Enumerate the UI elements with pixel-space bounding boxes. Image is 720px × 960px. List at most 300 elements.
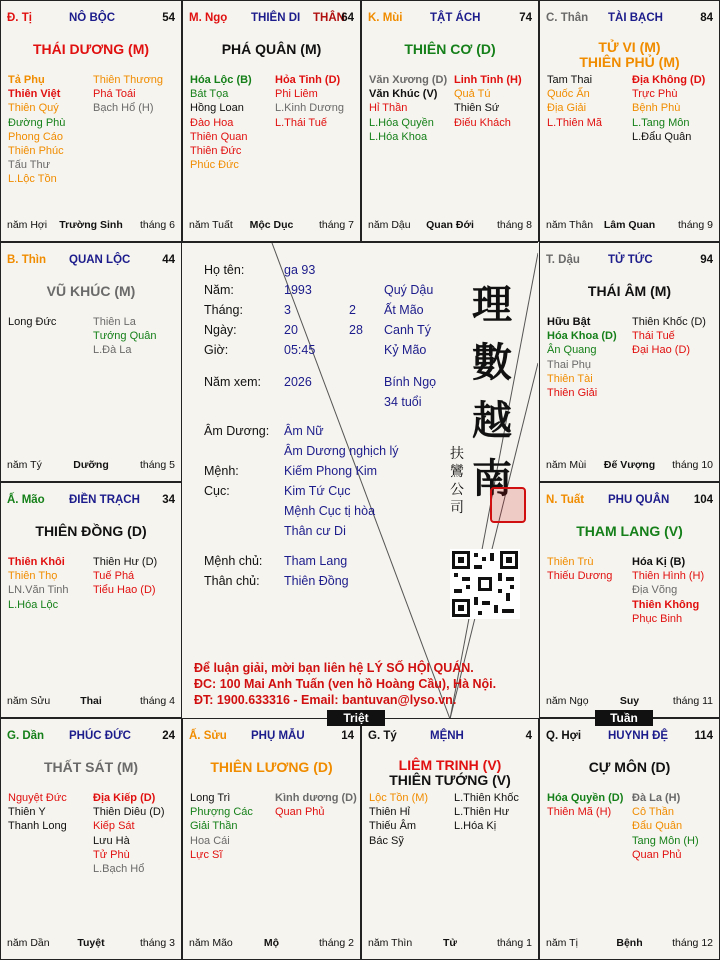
palace-header — [7, 730, 175, 744]
menh-chu-value: Tham Lang — [284, 554, 348, 568]
am-duong-label: Âm Dương: — [204, 424, 270, 438]
minor-star: Hóa Kị (B) — [632, 556, 686, 568]
main-star: THIÊN CƠ (D) — [404, 41, 496, 57]
minor-star: Quan Phủ — [275, 806, 325, 819]
year-label: năm Sửu — [7, 695, 51, 707]
palace-position: N. Tuất — [546, 494, 585, 506]
month-label: tháng 2 — [318, 937, 354, 949]
palace-footer — [7, 219, 175, 232]
age-value: 34 tuổi — [384, 395, 422, 409]
small-char-3: 公 — [450, 482, 464, 498]
menh-chu-label: Mệnh chủ: — [204, 554, 263, 568]
info-value: 1993 — [284, 283, 312, 297]
minor-star: Trực Phù — [632, 88, 678, 101]
minor-star: Thanh Long — [8, 820, 67, 833]
minor-star: Thiên Giải — [547, 387, 598, 400]
minor-star: Thiên Việt — [8, 88, 61, 101]
life-stage: Mộc Dục — [249, 219, 294, 231]
minor-star: Điếu Khách — [454, 116, 511, 129]
minor-star: L.Đẩu Quân — [632, 130, 692, 143]
year-view-value: 2026 — [284, 375, 312, 389]
life-stage: Tử — [442, 937, 458, 949]
info-lunar: 2 — [349, 303, 356, 317]
palace-name: PHU QUÂN — [608, 494, 670, 506]
minor-star: L.Thiên Mã — [547, 116, 603, 129]
palace-header — [546, 730, 713, 744]
year-view-canchi: Bính Ngọ — [384, 375, 437, 389]
life-stage: Dưỡng — [73, 459, 109, 471]
star-column-left — [8, 73, 65, 187]
star-column-right — [632, 791, 699, 862]
star-column-right — [275, 791, 357, 819]
month-label: tháng 12 — [672, 937, 713, 949]
minor-star: Thiên Phúc — [8, 145, 64, 158]
minor-star: L.Thiên Hư — [454, 806, 510, 819]
star-column-left — [369, 73, 447, 144]
minor-star: Hữu Bật — [547, 316, 591, 328]
cuc-label: Cục: — [204, 484, 230, 498]
palace-number: 44 — [162, 254, 175, 266]
minor-star: Quốc Ấn — [547, 88, 590, 101]
am-duong-detail: Âm Dương nghịch lý — [284, 444, 399, 458]
minor-star: Địa Giải — [547, 102, 587, 115]
star-column-left — [547, 73, 602, 130]
minor-star: Quan Phủ — [632, 848, 682, 861]
star-column-right — [632, 555, 704, 626]
palace-position: Đ. Tị — [7, 12, 32, 24]
year-label: năm Thân — [546, 219, 594, 231]
minor-star: Hóa Lộc (B) — [190, 74, 252, 86]
minor-star: Thiếu Dương — [547, 570, 613, 583]
minor-star: Lưu Hà — [93, 834, 130, 847]
star-column-right — [93, 73, 163, 116]
info-row — [204, 303, 424, 317]
minor-star: Thái Tuế — [632, 330, 675, 343]
palace-number: 14 — [341, 730, 354, 742]
minor-star: L.Thiên Khốc — [454, 792, 519, 804]
minor-star: L.Kinh Dương — [275, 102, 345, 115]
star-column-left — [190, 791, 253, 862]
palace-name: PHỤ MẪU — [251, 730, 305, 742]
palace-footer — [7, 937, 175, 950]
small-char-2: 鸞 — [450, 464, 464, 480]
life-stage: Mộ — [263, 937, 280, 949]
minor-star: Phúc Đức — [190, 159, 239, 172]
info-canchi: Quý Dậu — [384, 283, 434, 297]
palace-number: 74 — [519, 12, 532, 24]
star-column-right — [632, 315, 706, 358]
palace-footer — [546, 219, 713, 232]
year-label: năm Hợi — [7, 219, 48, 231]
palace-name: TẬT ÁCH — [430, 12, 481, 24]
life-stage: Suy — [619, 695, 640, 707]
main-star: THÁI ÂM (M) — [587, 283, 672, 299]
star-column-left — [190, 73, 252, 172]
main-star: LIÊM TRINH (V) — [398, 757, 502, 773]
minor-star: Nguyệt Đức — [8, 792, 67, 804]
minor-star: Giải Thần — [190, 820, 238, 833]
minor-star: Bát Tọa — [190, 88, 229, 101]
minor-star: Thiên Trù — [547, 556, 594, 568]
am-duong-value: Âm Nữ — [284, 424, 324, 438]
minor-star: Tiểu Hao (D) — [93, 584, 156, 597]
minor-star: Thiên La — [93, 316, 136, 328]
minor-star: Thiên Thọ — [8, 570, 58, 583]
star-column-left — [8, 315, 56, 329]
minor-star: Tả Phụ — [8, 74, 45, 86]
month-label: tháng 8 — [496, 219, 532, 231]
menh-row — [204, 464, 378, 478]
palace-name: QUAN LỘC — [69, 254, 131, 266]
minor-star: Tử Phù — [93, 848, 130, 861]
minor-star: Kiếp Sát — [93, 820, 135, 833]
palace-mui — [361, 0, 539, 242]
minor-star: Tang Môn (H) — [632, 834, 699, 847]
month-label: tháng 7 — [318, 219, 354, 231]
minor-star: L.Tang Môn — [632, 116, 690, 129]
star-column-right — [93, 791, 165, 876]
star-column-right — [632, 73, 705, 144]
qr-code — [450, 549, 520, 619]
palace-header — [7, 12, 175, 26]
center-info-panel — [182, 242, 538, 720]
year-label: năm Ngọ — [546, 695, 589, 707]
minor-star: Thiên Hỉ — [369, 806, 410, 819]
minor-star: Hồng Loan — [190, 102, 244, 115]
palace-name: NÔ BỘC — [69, 12, 115, 24]
minor-star: L.Đà La — [93, 344, 132, 357]
palace-header — [546, 254, 713, 268]
small-char-4: 司 — [450, 500, 464, 516]
minor-star: Long Đức — [8, 316, 57, 328]
palace-header — [189, 730, 354, 744]
palace-footer — [7, 695, 175, 708]
minor-star: Tuế Phá — [93, 570, 135, 583]
contact-line-3: ĐT: 1900.633316 - Email: bantuvan@lyso.vn. — [194, 693, 457, 707]
star-column-right — [454, 73, 522, 130]
minor-star: Thiên Diêu (D) — [93, 806, 165, 819]
main-star: THIÊN TƯỚNG (V) — [389, 772, 511, 788]
am-duong-row — [204, 424, 399, 458]
minor-star: Phi Liêm — [275, 88, 318, 101]
minor-star: Linh Tinh (H) — [454, 74, 522, 86]
minor-star: Hóa Quyền (D) — [547, 792, 624, 804]
palace-header — [546, 494, 713, 508]
minor-star: Đào Hoa — [190, 116, 234, 129]
menh-chu-row — [204, 554, 348, 568]
palace-number: 24 — [162, 730, 175, 742]
star-column-left — [547, 315, 617, 400]
life-stage: Bệnh — [616, 937, 643, 949]
minor-star: Thiên Sứ — [454, 102, 500, 115]
minor-star: Tam Thai — [547, 74, 593, 86]
seal-char-1: 理 — [472, 281, 512, 328]
star-column-left — [547, 555, 612, 583]
minor-star: Cô Thần — [632, 806, 674, 819]
palace-position: M. Ngọ — [189, 12, 228, 24]
minor-star: Hỏa Tinh (D) — [275, 74, 341, 86]
than-marker: THÂN — [313, 12, 345, 24]
info-value: ga 93 — [284, 263, 316, 277]
menh-value: Kiếm Phong Kim — [284, 464, 378, 478]
year-label: năm Thìn — [368, 937, 413, 949]
palace-header — [546, 12, 713, 26]
palace-hoi — [539, 718, 720, 960]
minor-star: Thiên Hư (D) — [93, 556, 158, 568]
minor-star: Thiên Quý — [8, 102, 59, 115]
star-column-right — [93, 555, 157, 598]
cuc-relation: Mệnh Cục tị hòa — [284, 504, 376, 518]
life-stage: Thai — [80, 695, 102, 707]
minor-star: Đại Hao (D) — [632, 344, 691, 357]
triet-tag: Triệt — [327, 710, 385, 726]
main-star: THIÊN LƯƠNG (D) — [210, 759, 333, 775]
life-stage: Lâm Quan — [603, 219, 656, 231]
palace-than — [539, 0, 720, 242]
minor-star: Thiên Y — [8, 806, 46, 819]
info-label: Ngày: — [204, 323, 237, 337]
palace-position: Ấ. Sửu — [189, 730, 227, 742]
star-column-left — [547, 791, 623, 819]
palace-tuat — [539, 482, 720, 718]
minor-star: Long Trì — [190, 792, 231, 804]
info-canchi: Canh Tý — [384, 323, 432, 337]
palace-position: Ấ. Mão — [7, 494, 45, 506]
minor-star: Tấu Thư — [8, 159, 51, 172]
minor-star: Thiên Không — [632, 598, 700, 611]
star-column-right — [93, 315, 157, 358]
year-label: năm Tuất — [189, 219, 233, 231]
info-canchi: Kỷ Mão — [384, 343, 427, 357]
palace-name: TỬ TỨC — [608, 254, 653, 266]
minor-star: Ân Quang — [547, 344, 597, 357]
palace-ngo — [182, 0, 361, 242]
palace-suu — [182, 718, 361, 960]
main-star: VŨ KHÚC (M) — [46, 283, 136, 299]
main-star: TỬ VI (M) — [598, 39, 661, 55]
palace-footer — [189, 937, 354, 950]
year-label: năm Dậu — [368, 219, 411, 231]
info-label: Giờ: — [204, 343, 229, 357]
minor-star: L.Hóa Kị — [454, 820, 497, 833]
minor-star: Thiên Khôi — [8, 556, 65, 568]
palace-footer — [7, 459, 175, 472]
minor-star: Quả Tú — [454, 88, 491, 101]
star-column-left — [8, 555, 69, 612]
minor-star: Thiên Thương — [93, 74, 164, 86]
palace-number: 34 — [162, 494, 175, 506]
minor-star: Hóa Khoa (D) — [547, 330, 617, 343]
minor-star: L.Hóa Quyền — [369, 116, 434, 129]
minor-star: L.Hóa Khoa — [369, 130, 428, 143]
info-lunar: 28 — [349, 323, 363, 337]
month-label: tháng 11 — [672, 695, 713, 707]
palace-footer — [368, 219, 532, 232]
palace-name: MỆNH — [430, 730, 464, 742]
palace-footer — [546, 695, 713, 708]
life-stage: Đế Vượng — [603, 459, 656, 471]
minor-star: LN.Văn Tinh — [8, 584, 69, 597]
year-label: năm Tý — [7, 459, 42, 471]
palace-number: 64 — [341, 12, 354, 24]
month-label: tháng 5 — [139, 459, 175, 471]
star-column-right — [275, 73, 344, 130]
palace-name: THIÊN DI — [251, 12, 301, 24]
minor-star: Thiên Tài — [547, 372, 593, 385]
year-view-label: Năm xem: — [204, 375, 261, 389]
minor-star: Bác Sỹ — [369, 834, 404, 847]
minor-star: Văn Xương (D) — [369, 74, 448, 86]
info-row — [204, 343, 427, 357]
cuc-row — [204, 484, 376, 538]
palace-number: 84 — [700, 12, 713, 24]
life-stage: Quan Đới — [426, 219, 474, 231]
minor-star: Phong Cáo — [8, 130, 64, 143]
menh-label: Mệnh: — [204, 464, 239, 478]
minor-star: Thiên Đức — [190, 145, 242, 158]
seal-char-3: 越 — [472, 397, 512, 444]
seal-char-4: 南 — [472, 455, 512, 502]
than-cu: Thân cư Di — [284, 524, 346, 538]
palace-position: B. Thìn — [7, 254, 46, 266]
palace-name: ĐIỀN TRẠCH — [69, 494, 140, 506]
minor-star: Địa Không (D) — [632, 74, 706, 86]
life-stage: Trường Sinh — [59, 219, 123, 231]
info-value: 3 — [284, 303, 291, 317]
minor-star: L.Thái Tuế — [275, 116, 327, 129]
minor-star: Thiếu Âm — [369, 820, 417, 833]
seal-char-2: 數 — [472, 339, 512, 386]
minor-star: Phục Binh — [632, 612, 683, 625]
minor-star: Lộc Tồn (M) — [369, 792, 429, 804]
small-char-1: 扶 — [450, 446, 464, 462]
palace-position: T. Dậu — [546, 254, 580, 266]
palace-dau — [539, 242, 720, 482]
minor-star: L.Bạch Hổ — [93, 863, 145, 876]
red-seal-stamp — [490, 487, 526, 523]
year-label: năm Mùi — [546, 459, 587, 471]
palace-footer — [546, 937, 713, 950]
info-value: 05:45 — [284, 343, 316, 357]
minor-star: Địa Kiếp (D) — [93, 792, 156, 804]
palace-position: Q. Hợi — [546, 730, 582, 742]
palace-position: K. Mùi — [368, 12, 403, 24]
palace-position: G. Tý — [368, 730, 397, 742]
than-chu-label: Thân chủ: — [204, 574, 260, 588]
main-star: THIÊN ĐỒNG (D) — [35, 523, 147, 539]
palace-mao — [0, 482, 182, 718]
year-view-row — [204, 375, 437, 409]
minor-star: Phượng Các — [190, 806, 253, 819]
info-row — [204, 323, 432, 337]
palace-number: 54 — [162, 12, 175, 24]
minor-star: Hỉ Thần — [369, 102, 408, 115]
year-label: năm Tị — [546, 937, 578, 949]
palace-header — [189, 12, 354, 26]
info-canchi: Ất Mão — [384, 303, 424, 317]
main-star: THAM LANG (V) — [576, 523, 683, 539]
palace-header — [7, 254, 175, 268]
year-label: năm Dần — [7, 937, 50, 949]
than-chu-row — [204, 574, 349, 588]
minor-star: Thiên Mã (H) — [547, 806, 612, 819]
month-label: tháng 1 — [496, 937, 532, 949]
minor-star: Thiên Khốc (D) — [632, 316, 706, 328]
minor-star: Địa Võng — [632, 584, 678, 597]
minor-star: Thiên Quan — [190, 130, 248, 143]
minor-star: Lực Sĩ — [190, 848, 223, 861]
palace-number: 104 — [693, 494, 713, 506]
main-star: THẤT SÁT (M) — [43, 759, 139, 775]
month-label: tháng 10 — [672, 459, 713, 471]
minor-star: Đẩu Quân — [632, 820, 683, 833]
star-column-right — [454, 791, 519, 834]
main-star: CỰ MÔN (D) — [588, 759, 671, 775]
minor-star: Tướng Quân — [93, 330, 157, 343]
palace-number: 94 — [700, 254, 713, 266]
month-label: tháng 4 — [139, 695, 175, 707]
info-value: 20 — [284, 323, 298, 337]
minor-star: Thiên Hình (H) — [632, 570, 705, 583]
star-column-left — [369, 791, 428, 848]
minor-star: Hoa Cái — [190, 834, 230, 847]
palace-ty — [361, 718, 539, 960]
palace-thin — [0, 242, 182, 482]
contact-line-1: Để luận giải, mời bạn liên hệ LÝ SỐ HỘI QUÁN. — [194, 661, 474, 675]
palace-footer — [189, 219, 354, 232]
main-star: THÁI DƯƠNG (M) — [32, 41, 150, 57]
tuan-tag: Tuần — [595, 710, 653, 726]
palace-header — [368, 12, 532, 26]
palace-name: HUYNH ĐỆ — [608, 730, 669, 742]
palace-header — [368, 730, 532, 744]
palace-position: G. Dần — [7, 730, 45, 742]
main-star: THIÊN PHỦ (M) — [579, 54, 680, 70]
palace-number: 4 — [525, 730, 532, 742]
minor-star: Bạch Hổ (H) — [93, 102, 154, 115]
minor-star: Văn Khúc (V) — [369, 88, 438, 101]
month-label: tháng 3 — [139, 937, 175, 949]
palace-header — [7, 494, 175, 508]
palace-name: PHÚC ĐỨC — [69, 730, 131, 742]
year-label: năm Mão — [189, 937, 233, 949]
info-label: Tháng: — [204, 303, 243, 317]
minor-star: Đường Phù — [8, 116, 66, 129]
star-column-left — [8, 791, 67, 834]
life-stage: Tuyệt — [77, 937, 105, 949]
info-row — [204, 283, 434, 297]
info-row — [204, 263, 316, 277]
palace-ti — [0, 0, 182, 242]
minor-star: L.Lộc Tồn — [8, 173, 57, 186]
palace-dan — [0, 718, 182, 960]
info-label: Năm: — [204, 283, 234, 297]
minor-star: Bệnh Phù — [632, 102, 681, 115]
palace-number: 114 — [694, 730, 713, 742]
minor-star: L.Hóa Lộc — [8, 598, 59, 611]
palace-position: C. Thân — [546, 12, 589, 24]
month-label: tháng 9 — [677, 219, 713, 231]
month-label: tháng 6 — [139, 219, 175, 231]
than-chu-value: Thiên Đồng — [284, 574, 349, 588]
minor-star: Thai Phụ — [547, 358, 592, 371]
palace-footer — [546, 459, 713, 472]
cuc-value: Kim Tứ Cục — [284, 484, 351, 498]
main-star: PHÁ QUÂN (M) — [221, 41, 322, 57]
palace-name: TÀI BẠCH — [608, 12, 663, 24]
contact-line-2: ĐC: 100 Mai Anh Tuấn (ven hồ Hoàng Cầu), Hà Nội. — [194, 677, 497, 691]
minor-star: Kình dương (D) — [275, 792, 357, 804]
